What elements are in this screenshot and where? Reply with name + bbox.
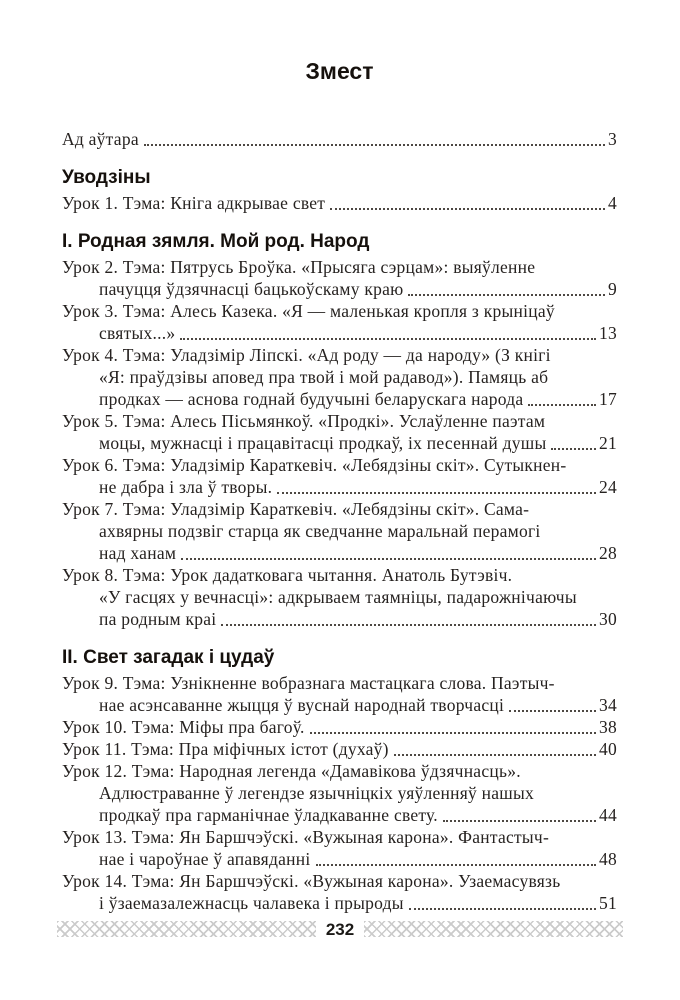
toc-page-number: 21 — [599, 433, 617, 453]
toc-entry-line — [62, 520, 617, 542]
dot-leader — [316, 848, 597, 866]
footer-page-number: 232 — [316, 921, 364, 938]
toc-entry-text: Урок 12. Тэма: Народная легенда «Дамавікова ўдзячнасць». — [62, 761, 521, 781]
toc-entry-line — [62, 826, 617, 848]
toc-entry-line — [62, 892, 617, 914]
toc-page-number: 4 — [608, 193, 617, 213]
toc-entry-text: Урок 7. Тэма: Уладзімір Караткевіч. «Лебядзіны скіт». Сама- — [62, 499, 530, 519]
page-title: Змест — [305, 58, 374, 84]
toc-page-number: 30 — [599, 609, 617, 629]
toc-entry-text: «Я: праўдзівы аповед пра твой і мой радавод»). Памяць аб — [99, 367, 549, 387]
toc-page-number: 40 — [599, 739, 617, 759]
toc-page-number: 24 — [599, 477, 617, 497]
toc-entry-text: Урок 6. Тэма: Уладзімір Караткевіч. «Лебядзіны скіт». Сутыкнен- — [62, 455, 567, 475]
toc-entry-line — [62, 454, 617, 476]
dot-leader — [277, 476, 596, 494]
dot-leader — [330, 192, 605, 210]
toc-entry-line — [62, 498, 617, 520]
dot-leader — [443, 804, 596, 822]
toc-section-heading: II. Свет загадак і цудаў — [62, 647, 275, 668]
toc-entry-text: нае і чароўнае ў апавяданні — [99, 849, 311, 869]
toc-entry-line — [62, 410, 617, 432]
toc-entry-text: ахвярны подзвіг старца як сведчанне маральнай перамогі — [99, 521, 541, 541]
toc-entry-text: продках — аснова годнай будучыні беларускага народа — [99, 389, 524, 409]
dot-leader — [144, 128, 605, 146]
toc-entry-line — [62, 344, 617, 366]
toc-list — [62, 128, 617, 914]
dot-leader — [180, 322, 596, 340]
toc-entry-text: Урок 4. Тэма: Уладзімір Ліпскі. «Ад роду — да народу» (З кнігі — [62, 345, 551, 365]
dot-leader — [310, 716, 596, 734]
toc-entry-text: нае асэнсаванне жыцця ў вуснай народнай творчасці — [99, 695, 505, 715]
dot-leader — [394, 738, 596, 756]
toc-entry-text: Урок 10. Тэма: Міфы пра багоў. — [62, 717, 305, 737]
toc-page-number: 34 — [599, 695, 617, 715]
toc-entry-text: Ад аўтара — [62, 129, 139, 149]
toc-entry-text: Урок 13. Тэма: Ян Баршчэўскі. «Вужыная карона». Фантастыч- — [62, 827, 550, 847]
toc-entry-text: святых...» — [99, 323, 176, 343]
toc-entry-line — [62, 476, 617, 498]
toc-section-heading: Уводзіны — [62, 167, 151, 188]
dot-leader — [408, 278, 605, 296]
toc-entry-line — [62, 256, 617, 278]
dot-leader — [221, 608, 596, 626]
toc-entry-line — [62, 432, 617, 454]
toc-entry-line — [62, 804, 617, 826]
toc-page-number: 44 — [599, 805, 617, 825]
toc-page-number: 3 — [608, 129, 617, 149]
toc-entry-line — [62, 300, 617, 322]
toc-entry-line — [62, 388, 617, 410]
toc-page-number: 38 — [599, 717, 617, 737]
footer-ornament-band — [57, 921, 623, 937]
toc-entry-line — [62, 586, 617, 608]
toc-entry-line — [62, 192, 617, 214]
dot-leader — [409, 892, 596, 910]
toc-entry-text: Адлюстраванне ў легендзе язычніцкіх уяўленняў нашых — [99, 783, 535, 803]
toc-entry-line — [62, 738, 617, 760]
toc-entry-text: Урок 8. Тэма: Урок дадатковага чытання. Анатоль Бутэвіч. — [62, 565, 513, 585]
toc-entry-line — [62, 782, 617, 804]
toc-entry-line — [62, 542, 617, 564]
toc-entry-text: і ўзаемазалежнасць чалавека і прыроды — [99, 893, 404, 913]
toc-section-heading: I. Родная зямля. Мой род. Народ — [62, 231, 370, 252]
toc-entry-text: Урок 2. Тэма: Пятрусь Броўка. «Прысяга сэрцам»: выяўленне — [62, 257, 536, 277]
dot-leader — [528, 388, 596, 406]
toc-entry-text: Урок 5. Тэма: Алесь Пісьмянкоў. «Продкі». Услаўленне паэтам — [62, 411, 546, 431]
toc-entry-line — [62, 278, 617, 300]
toc-entry-line — [62, 760, 617, 782]
toc-entry-text: па родным краі — [99, 609, 217, 629]
toc-entry-text: продкаў пра гарманічнае ўладкаванне свету. — [99, 805, 438, 825]
toc-entry-text: моцы, мужнасці і працавітасці продкаў, іх песеннай душы — [99, 433, 547, 453]
toc-entry-text: «У гасцях у вечнасці»: адкрываем таямніцы, падарожнічаючы — [99, 587, 577, 607]
toc-page-number: 48 — [599, 849, 617, 869]
toc-page-number: 17 — [599, 389, 617, 409]
toc-entry-line — [62, 564, 617, 586]
toc-entry-text: Урок 3. Тэма: Алесь Казека. «Я — маленькая кропля з крыніцаў — [62, 301, 555, 321]
toc-entry-line — [62, 672, 617, 694]
toc-entry-line — [62, 848, 617, 870]
toc-entry-line — [62, 366, 617, 388]
toc-entry-line — [62, 694, 617, 716]
toc-entry-line — [62, 608, 617, 630]
dot-leader — [551, 432, 596, 450]
toc-entry-text: пачуцця ўдзячнасці бацькоўскаму краю — [99, 279, 404, 299]
toc-entry-text: Урок 9. Тэма: Узнікненне вобразнага мастацкага слова. Паэтыч- — [62, 673, 555, 693]
toc-entry-text: Урок 1. Тэма: Кніга адкрывае свет — [62, 193, 326, 213]
toc-entry-line — [62, 322, 617, 344]
toc-page-number: 28 — [599, 543, 617, 563]
dot-leader — [509, 694, 596, 712]
toc-entry-text: Урок 11. Тэма: Пра міфічных істот (духаў) — [62, 739, 389, 759]
toc-page-number: 51 — [599, 893, 617, 913]
toc-entry-line — [62, 716, 617, 738]
toc-page-number: 9 — [608, 279, 617, 299]
toc-entry-line — [62, 128, 617, 150]
toc-entry-line — [62, 870, 617, 892]
toc-page-number: 13 — [599, 323, 617, 343]
toc-entry-text: Урок 14. Тэма: Ян Баршчэўскі. «Вужыная карона». Узаемасувязь — [62, 871, 561, 891]
dot-leader — [181, 542, 596, 560]
toc-entry-text: не дабра і зла ў творы. — [99, 477, 273, 497]
toc-entry-text: над ханам — [99, 543, 177, 563]
